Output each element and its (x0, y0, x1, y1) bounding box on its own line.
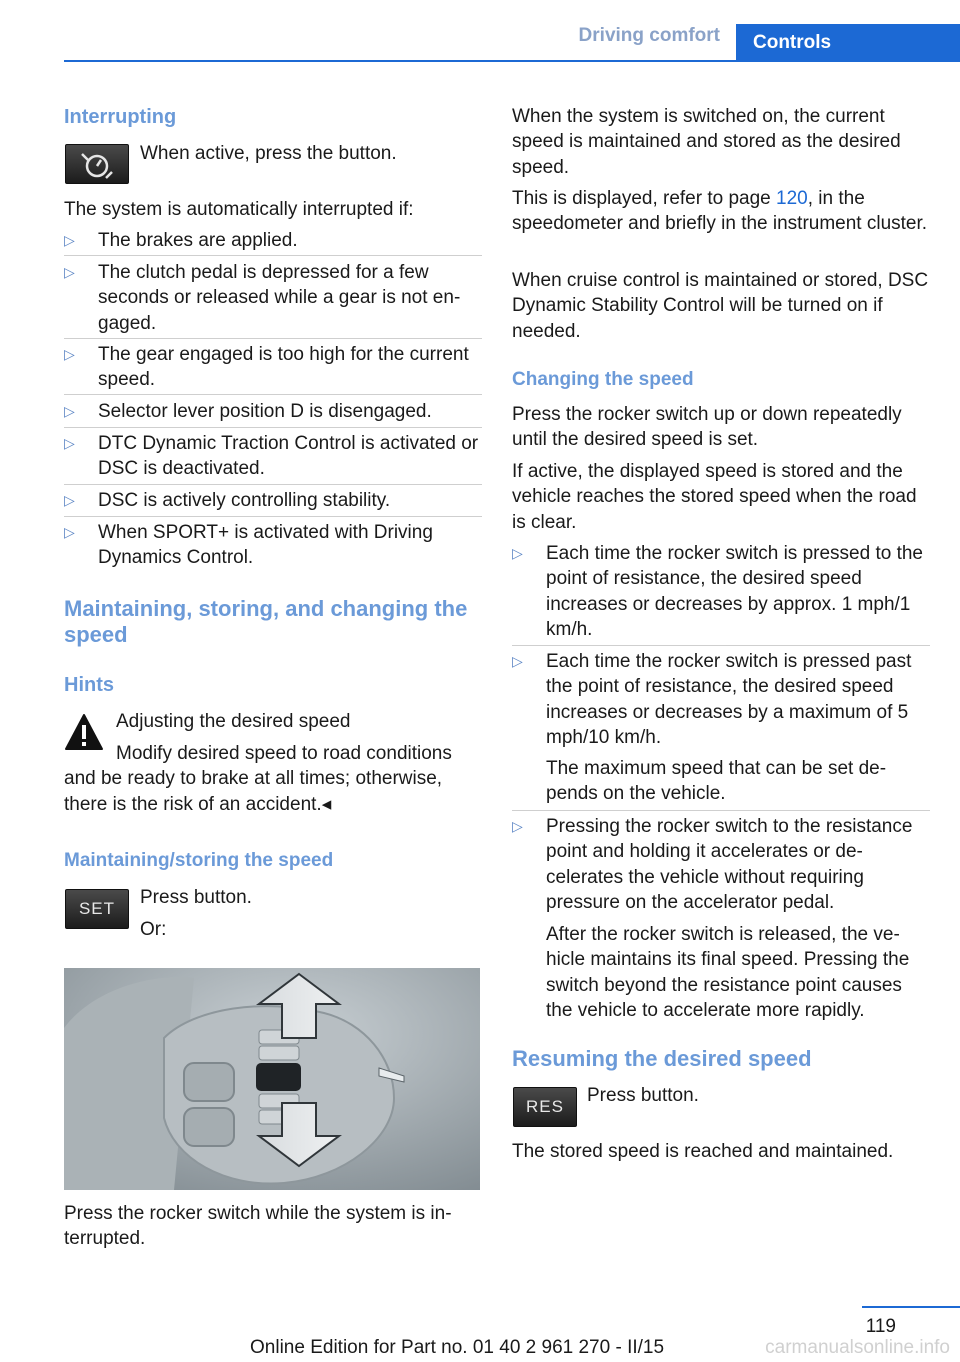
bullet-triangle-icon: ▷ (64, 524, 75, 540)
list-item: ▷ When SPORT+ is activated with Driving Dynamics Control. (64, 522, 433, 569)
list-item: ▷ DTC Dynamic Traction Control is activated or DSC is deactivated. (64, 433, 479, 480)
bullet-triangle-icon: ▷ (64, 264, 75, 280)
maintaining-heading: Maintaining, storing, and changing the speed (64, 596, 468, 647)
list-item: ▷ Each time the rocker switch is pressed to the point of resistance, the desired speed increases or decreases by approx. 1 mph/1 km/h. (512, 543, 923, 640)
bullet-triangle-icon: ▷ (512, 653, 523, 669)
divider (64, 255, 482, 256)
cruise-interrupt-button-icon (65, 144, 129, 184)
list-item: ▷ The gear engaged is too high for the current speed. (64, 344, 469, 391)
press-button-text: Press button. (140, 887, 252, 908)
hints-heading: Hints (64, 674, 114, 696)
list-item: ▷ The clutch pedal is depressed for a few seconds or released while a gear is not engaged. (64, 262, 461, 334)
footer-rule (862, 1306, 960, 1308)
interrupting-text: When active, press the button. (140, 143, 397, 164)
list-item: ▷ Selector lever position D is disengaged. (64, 399, 482, 424)
storing-heading: Maintaining/storing the speed (64, 850, 334, 871)
header-section: Driving comfort (578, 25, 720, 46)
divider (512, 645, 930, 646)
changing-text-2: If active, the displayed speed is stored and the vehicle reaches the stored speed when the road is clear. (512, 461, 917, 533)
bullet-triangle-icon: ▷ (64, 435, 75, 451)
res-button-icon: RES (513, 1087, 577, 1127)
list-item-note: After the rocker switch is released, the vehicle maintains its final speed. Pressing the switch beyond the resistance point causes the vehicle to accelerate more rapidly. (546, 924, 910, 1021)
dsc-text: When cruise control is maintained or stored, DSC Dynamic Stability Control will be turned on if needed. (512, 270, 929, 342)
list-item: ▷ Each time the rocker switch is pressed past the point of resistance, the desired speed increases or decreases by a maximum of 5 mph/10 km/h. (512, 651, 912, 748)
warning-text: Modify desired speed to road conditions and be ready to brake at all times; otherwise, there is the risk of an accident.◂ (64, 743, 452, 815)
changing-speed-heading: Changing the speed (512, 369, 694, 390)
bullet-triangle-icon: ▷ (512, 545, 523, 561)
steering-wheel-rocker-photo (64, 968, 480, 1190)
divider (64, 427, 482, 428)
watermark: carmanualsonline.info (765, 1337, 950, 1358)
divider (512, 810, 930, 811)
page-link[interactable]: 120 (776, 188, 808, 209)
page-number: 119 (865, 1316, 896, 1337)
list-item: ▷ The brakes are applied. (64, 228, 482, 253)
interrupting-heading: Interrupting (64, 106, 177, 128)
divider (64, 484, 482, 485)
list-item: ▷ Pressing the rocker switch to the resistance point and holding it accelerates or decelerates the vehicle without requiring pressure on the accelerator pedal. (512, 816, 913, 913)
press-button-text: Press button. (587, 1085, 699, 1106)
warning-title: Adjusting the desired speed (116, 711, 351, 732)
divider (64, 394, 482, 395)
list-item-note: The maximum speed that can be set depends on the vehicle. (546, 758, 887, 805)
bullet-triangle-icon: ▷ (64, 346, 75, 362)
header-tab-controls[interactable]: Controls (736, 24, 960, 61)
edition-text: Online Edition for Part no. 01 40 2 961 270 - II/15 (250, 1337, 665, 1358)
rocker-caption: Press the rocker switch while the system is interrupted. (64, 1203, 452, 1250)
list-item: ▷ DSC is actively controlling stability. (64, 488, 482, 513)
set-button-icon: SET (65, 889, 129, 929)
resume-text: The stored speed is reached and maintained. (512, 1141, 894, 1162)
header-rule (64, 60, 960, 62)
resume-heading: Resuming the desired speed (512, 1046, 812, 1071)
displayed-text: This is displayed, refer to page 120, in the speedometer and briefly in the instrument cluster. (512, 188, 928, 235)
bullet-triangle-icon: ▷ (512, 818, 523, 834)
divider (64, 516, 482, 517)
bullet-triangle-icon: ▷ (64, 492, 75, 508)
switched-on-text: When the system is switched on, the current speed is maintained and stored as the desired speed. (512, 106, 901, 178)
bullet-triangle-icon: ▷ (64, 403, 75, 419)
changing-text-1: Press the rocker switch up or down repeatedly until the desired speed is set. (512, 404, 902, 451)
auto-interrupt-intro: The system is automatically interrupted if: (64, 199, 414, 220)
divider (64, 338, 482, 339)
or-text: Or: (140, 919, 167, 940)
bullet-triangle-icon: ▷ (64, 232, 75, 248)
